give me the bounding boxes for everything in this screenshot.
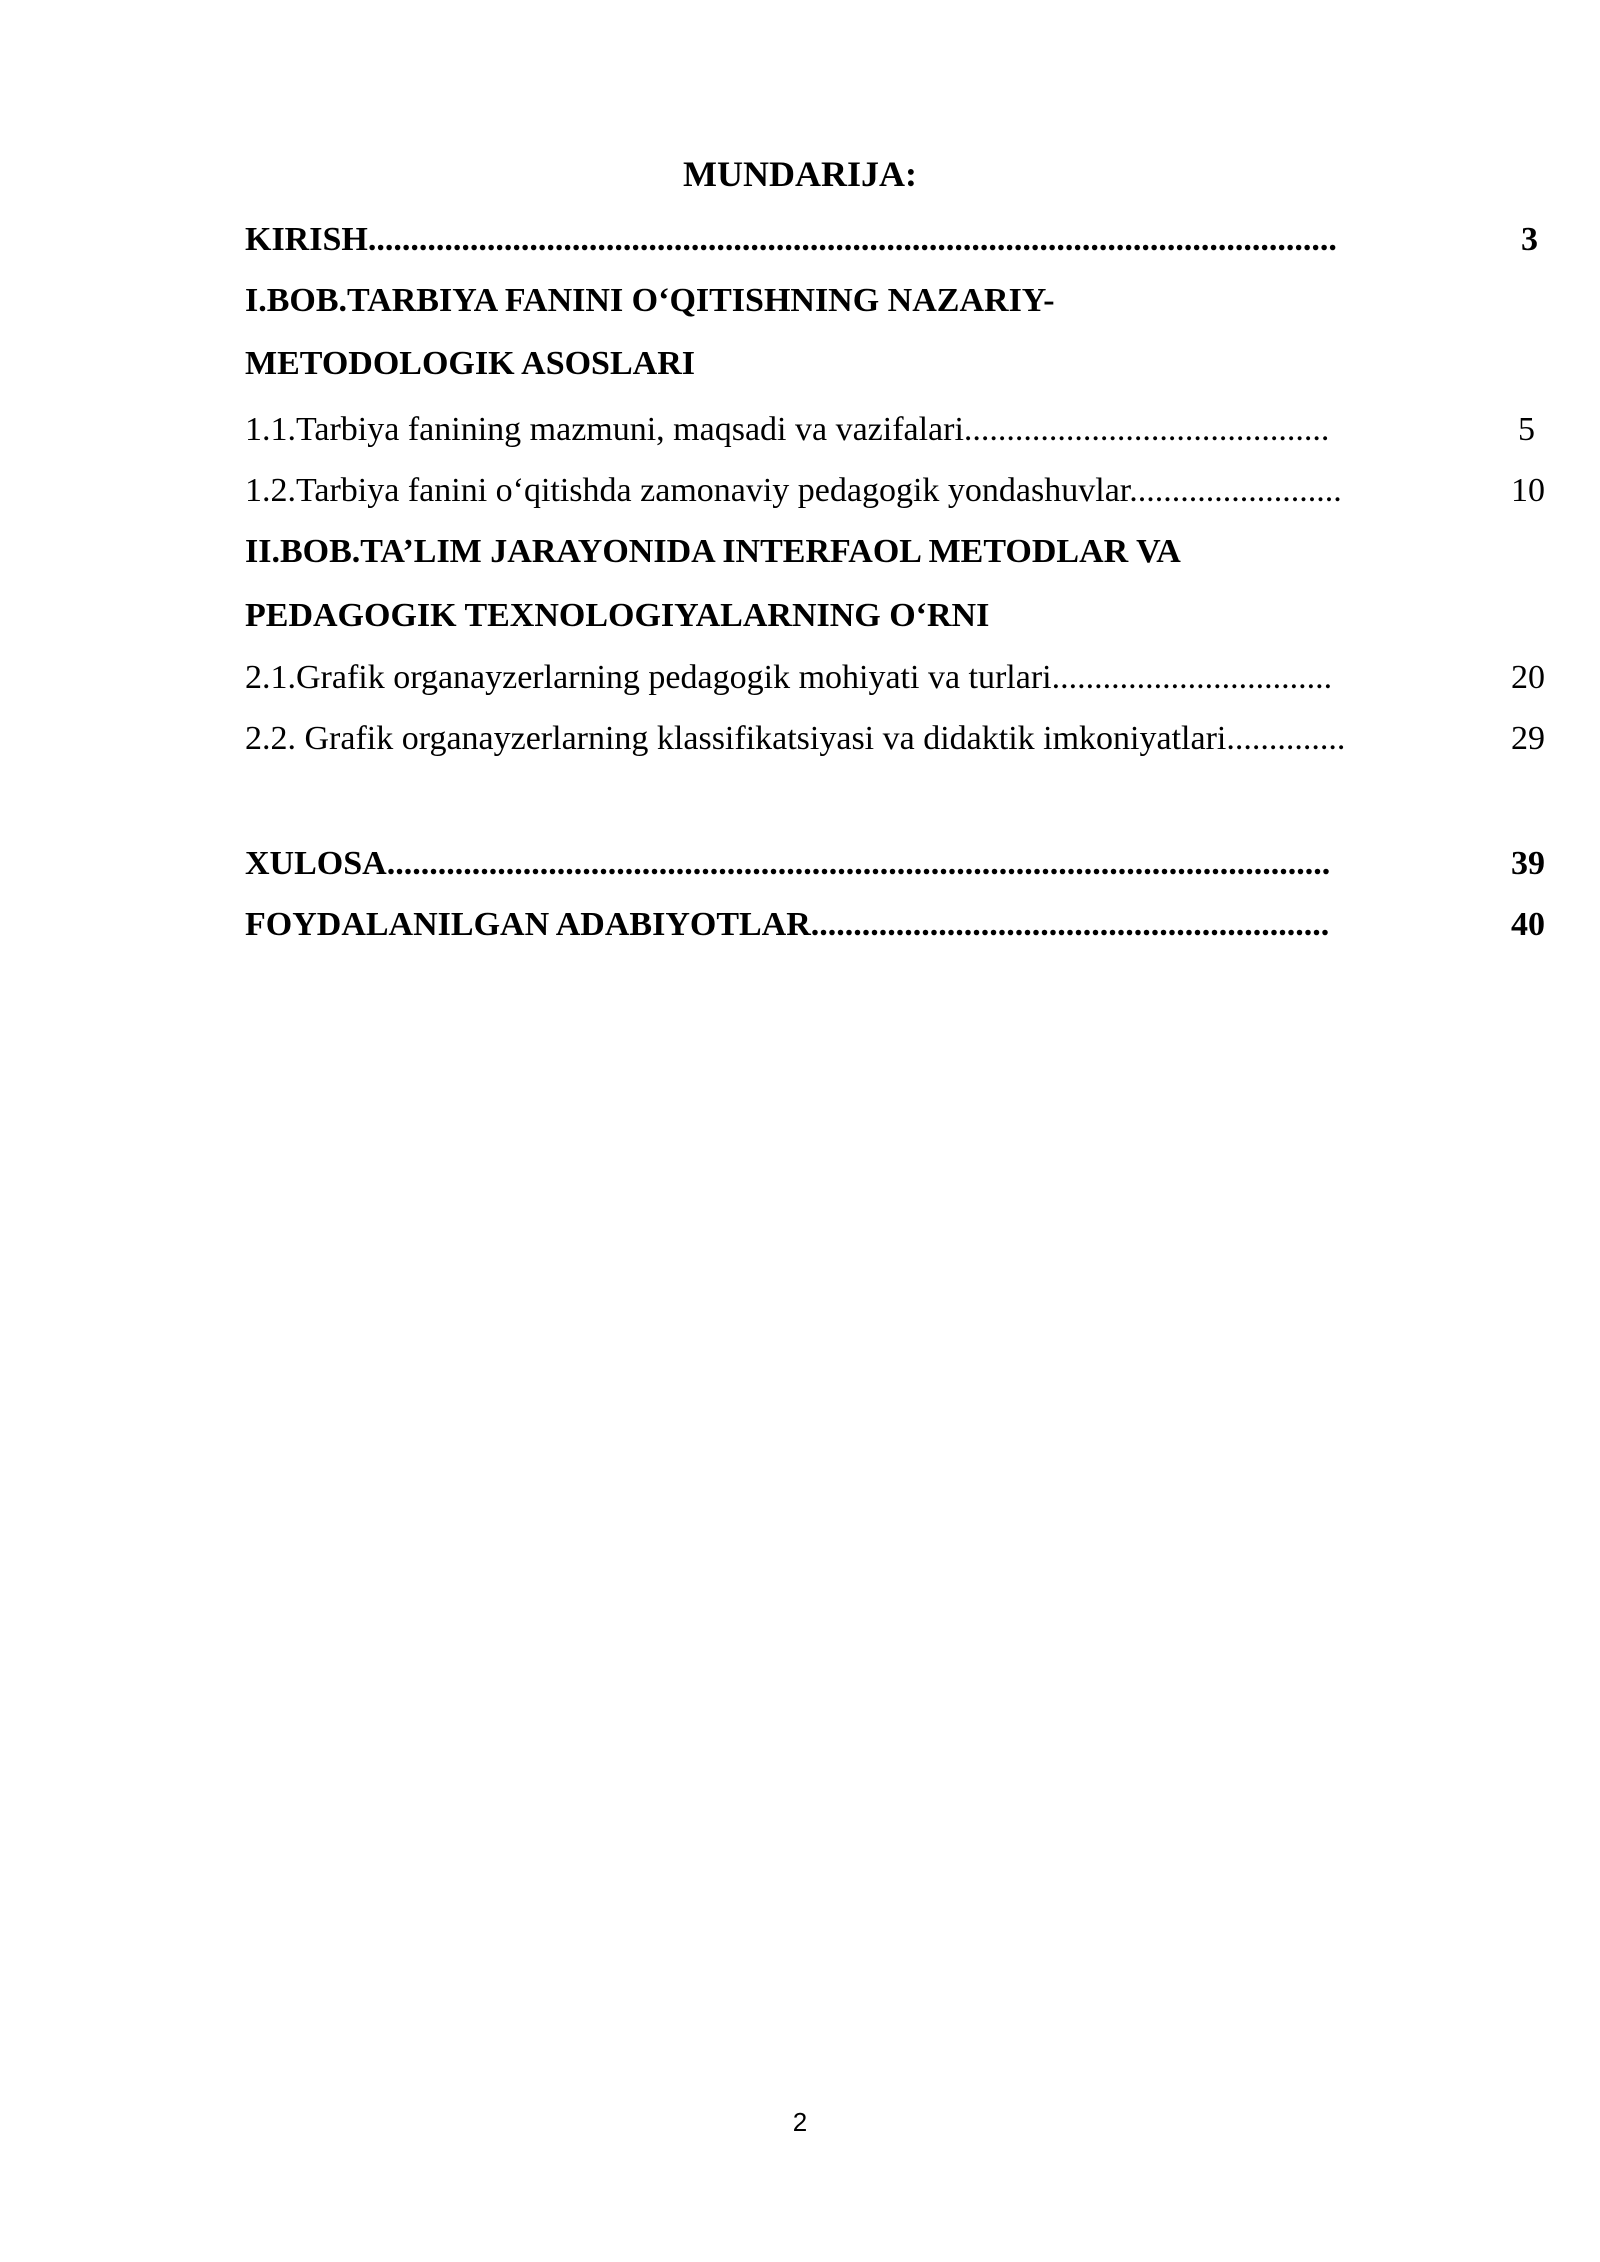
toc-entry-text: 1.1.Tarbiya fanining mazmuni, maqsadi va vazifalari........................................... xyxy=(245,411,1330,448)
toc-entry-2-1 xyxy=(245,656,1545,700)
toc-chapter-2-line-1: II.BOB.TA’LIM JARAYONIDA INTERFAOL METODLAR VA xyxy=(245,533,1181,570)
toc-page-number: 29 xyxy=(1511,720,1545,757)
toc-page-number: 40 xyxy=(1511,906,1545,943)
toc-page-number: 5 xyxy=(1518,411,1535,448)
toc-entry-text: KIRISH.................................................................................................................. xyxy=(245,221,1337,258)
toc-entry-text: 2.1.Grafik organayzerlarning pedagogik mohiyati va turlari................................. xyxy=(245,659,1333,696)
page-number-footer: 2 xyxy=(792,2107,808,2137)
toc-entry-text: 2.2. Grafik organayzerlarning klassifikatsiyasi va didaktik imkoniyatlari.............. xyxy=(245,720,1346,757)
toc-page-number: 10 xyxy=(1511,472,1545,509)
toc-entry-text: XULOSA............................................................................................................... xyxy=(245,845,1331,882)
toc-entry-text: FOYDALANILGAN ADABIYOTLAR............................................................. xyxy=(245,906,1330,943)
toc-chapter-1-line-1: I.BOB.TARBIYA FANINI O‘QITISHNING NAZARIY- xyxy=(245,282,1055,319)
toc-page-number: 39 xyxy=(1511,845,1545,882)
toc-page-number: 20 xyxy=(1511,659,1545,696)
toc-entry-1-2 xyxy=(245,469,1545,513)
toc-page-number: 3 xyxy=(1521,221,1538,258)
toc-chapter-1-line-2: METODOLOGIK ASOSLARI xyxy=(245,345,695,382)
toc-entry-1-1 xyxy=(245,408,1545,452)
toc-entry-2-2 xyxy=(245,717,1545,761)
toc-entry-text: 1.2.Tarbiya fanini o‘qitishda zamonaviy pedagogik yondashuvlar......................... xyxy=(245,472,1342,509)
toc-chapter-2-line-2: PEDAGOGIK TEXNOLOGIYALARNING O‘RNI xyxy=(245,597,990,634)
toc-entry-adabiyotlar xyxy=(245,903,1545,947)
toc-entry-xulosa xyxy=(245,842,1545,886)
toc-title: MUNDARIJA: xyxy=(683,154,917,194)
toc-entry-kirish xyxy=(245,218,1545,262)
